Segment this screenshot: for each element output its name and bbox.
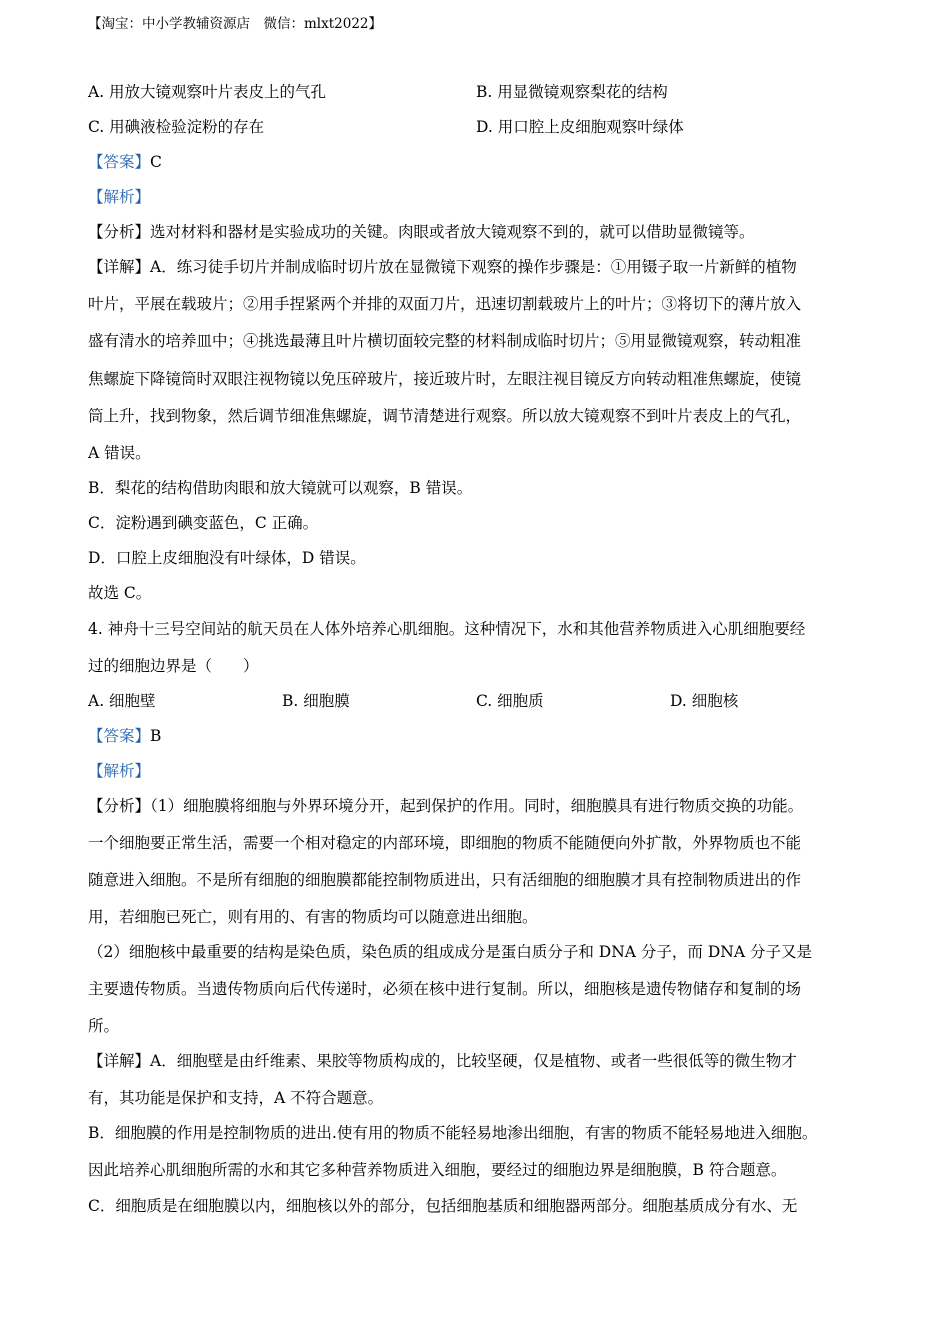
q4-answer xyxy=(88,726,161,746)
q4-line: （2）细胞核中最重要的结构是染色质，染色质的组成成分是蛋白质分子和 DNA 分子，而 DNA 分子又是 xyxy=(88,943,812,961)
q4-line: 因此培养心肌细胞所需的水和其它多种营养物质进入细胞，要经过的细胞边界是细胞膜，B 符合题意。 xyxy=(88,1161,787,1179)
q4-line: C．细胞质是在细胞膜以内，细胞核以外的部分，包括细胞基质和细胞器两部分。细胞基质成分有水、无 xyxy=(88,1197,798,1215)
q3-line: 【分析】选对材料和器材是实验成功的关键。肉眼或者放大镜观察不到的，就可以借助显微镜等。 xyxy=(88,223,755,241)
q3-option-c: C. 用碘液检验淀粉的存在 xyxy=(88,118,265,136)
q3-line: A 错误。 xyxy=(88,444,151,462)
answer-value: C xyxy=(150,153,162,171)
q4-line: 【分析】（1）细胞膜将细胞与外界环境分开，起到保护的作用。同时，细胞膜具有进行物质交换的功能。 xyxy=(88,797,804,815)
q3-option-d: D. 用口腔上皮细胞观察叶绿体 xyxy=(476,118,684,136)
q4-option-b: B. 细胞膜 xyxy=(282,692,350,710)
q4-line: 用，若细胞已死亡，则有用的、有害的物质均可以随意进出细胞。 xyxy=(88,908,538,926)
q4-line: 一个细胞要正常生活，需要一个相对稳定的内部环境，即细胞的物质不能随便向外扩散，外界物质也不能 xyxy=(88,834,802,852)
q3-line: 叶片，平展在载玻片；②用手捏紧两个并排的双面刀片，迅速切割载玻片上的叶片；③将切下的薄片放入 xyxy=(88,295,802,313)
q3-line: 【详解】A．练习徒手切片并制成临时切片放在显微镜下观察的操作步骤是：①用镊子取一片新鲜的植物 xyxy=(88,258,797,276)
q3-line: B．梨花的结构借助肉眼和放大镜就可以观察，B 错误。 xyxy=(88,479,473,497)
q4-option-c: C. 细胞质 xyxy=(476,692,544,710)
q3-answer xyxy=(88,152,162,172)
page-header: 【淘宝：中小学教辅资源店 微信：mlxt2022】 xyxy=(88,16,383,32)
q3-line: C．淀粉遇到碘变蓝色，C 正确。 xyxy=(88,514,319,532)
answer-tag: 【答案】 xyxy=(88,727,151,745)
q3-line: 盛有清水的培养皿中；④挑选最薄且叶片横切面较完整的材料制成临时切片；⑤用显微镜观察，转动粗准 xyxy=(88,332,802,350)
q4-line: 主要遗传物质。当遗传物质向后代传递时，必须在核中进行复制。所以，细胞核是遗传物储存和复制的场 xyxy=(88,980,802,998)
q3-option-b: B. 用显微镜观察梨花的结构 xyxy=(476,83,668,101)
q3-line: 筒上升，找到物象，然后调节细准焦螺旋，调节清楚进行观察。所以放大镜观察不到叶片表皮上的气孔， xyxy=(88,407,802,425)
q3-analysis-tag: 【解析】 xyxy=(88,188,151,206)
q3-line: D．口腔上皮细胞没有叶绿体，D 错误。 xyxy=(88,549,366,567)
q4-line: 所。 xyxy=(88,1017,120,1035)
q4-line: 【详解】A．细胞壁是由纤维素、果胶等物质构成的，比较坚硬，仅是植物、或者一些很低等的微生物才 xyxy=(88,1052,797,1070)
q4-option-a: A. 细胞壁 xyxy=(88,692,156,710)
q4-line: 有，其功能是保护和支持，A 不符合题意。 xyxy=(88,1089,384,1107)
q4-line: 随意进入细胞。不是所有细胞的细胞膜都能控制物质进出，只有活细胞的细胞膜才具有控制物质进出的作 xyxy=(88,871,802,889)
q4-option-d: D. 细胞核 xyxy=(670,692,739,710)
q3-line: 焦螺旋下降镜筒时双眼注视物镜以免压碎玻片，接近玻片时，左眼注视目镜反方向转动粗准焦螺旋，使镜 xyxy=(88,370,802,388)
q3-line: 故选 C。 xyxy=(88,584,152,602)
q4-stem: 4. 神舟十三号空间站的航天员在人体外培养心肌细胞。这种情况下，水和其他营养物质进入心肌细胞要经 xyxy=(88,620,806,638)
answer-tag: 【答案】 xyxy=(88,153,151,171)
answer-value: B xyxy=(150,727,162,745)
q4-stem: 过的细胞边界是（ ） xyxy=(88,657,259,675)
q4-analysis-tag: 【解析】 xyxy=(88,762,151,780)
q4-line: B．细胞膜的作用是控制物质的进出.使有用的物质不能轻易地渗出细胞，有害的物质不能轻易地进入细胞。 xyxy=(88,1124,818,1142)
q3-option-a: A. 用放大镜观察叶片表皮上的气孔 xyxy=(88,83,327,101)
